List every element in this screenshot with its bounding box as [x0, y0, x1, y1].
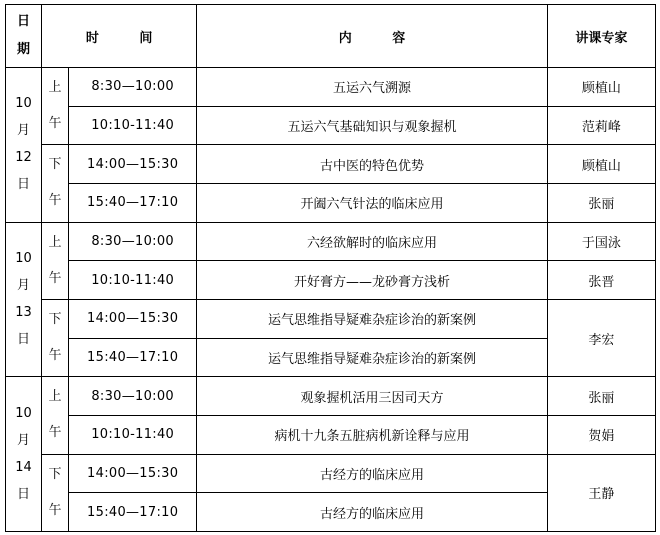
content-cell: 五运六气基础知识与观象握机: [197, 106, 548, 145]
expert-cell: 张丽: [547, 183, 655, 222]
expert-cell: 张晋: [547, 261, 655, 300]
expert-cell: 范莉峰: [547, 106, 655, 145]
header-date-char: 期: [17, 42, 31, 57]
header-date: [6, 5, 42, 68]
table-row: [6, 454, 656, 493]
expert-cell: 王静: [547, 454, 655, 531]
date-cell: 10 月 13 日: [6, 222, 42, 377]
time-cell: 10:10-11:40: [69, 261, 197, 300]
time-cell: 15:40—17:10: [69, 338, 197, 377]
content-cell: 病机十九条五脏病机新诠释与应用: [197, 415, 548, 454]
pm-cell: 下 午: [42, 145, 69, 222]
date-cell: 10 月 14 日: [6, 377, 42, 532]
date-cell: 10 月 12 日: [6, 68, 42, 223]
table-row: [6, 299, 656, 338]
table-row: [6, 415, 656, 454]
time-cell: 10:10-11:40: [69, 415, 197, 454]
table-row: [6, 145, 656, 184]
content-cell: 古中医的特色优势: [197, 145, 548, 184]
header-date-char: 日: [17, 14, 31, 29]
table-row: [6, 183, 656, 222]
expert-cell: 顾植山: [547, 145, 655, 184]
expert-cell: 李宏: [547, 299, 655, 376]
content-cell: 古经方的临床应用: [197, 454, 548, 493]
time-cell: 8:30—10:00: [69, 377, 197, 416]
expert-cell: 贺娟: [547, 415, 655, 454]
content-cell: 五运六气溯源: [197, 68, 548, 107]
am-cell: 上 午: [42, 377, 69, 454]
time-cell: 8:30—10:00: [69, 68, 197, 107]
expert-cell: 于国泳: [547, 222, 655, 261]
pm-cell: 下 午: [42, 299, 69, 376]
time-cell: 8:30—10:00: [69, 222, 197, 261]
content-cell: 六经欲解时的临床应用: [197, 222, 548, 261]
table-row: [6, 68, 656, 107]
header-content: 内 容: [197, 5, 548, 68]
expert-cell: 张丽: [547, 377, 655, 416]
table-row: [6, 261, 656, 300]
time-cell: 15:40—17:10: [69, 493, 197, 532]
content-cell: 开好膏方——龙砂膏方浅析: [197, 261, 548, 300]
time-cell: 14:00—15:30: [69, 145, 197, 184]
content-cell: 古经方的临床应用: [197, 493, 548, 532]
content-cell: 运气思维指导疑难杂症诊治的新案例: [197, 299, 548, 338]
content-cell: 开阖六气针法的临床应用: [197, 183, 548, 222]
table-row: [6, 377, 656, 416]
pm-cell: 下 午: [42, 454, 69, 531]
am-cell: 上 午: [42, 222, 69, 299]
time-cell: 14:00—15:30: [69, 299, 197, 338]
table-row: [6, 222, 656, 261]
am-cell: 上 午: [42, 68, 69, 145]
header-expert: 讲课专家: [547, 5, 655, 68]
time-cell: 15:40—17:10: [69, 183, 197, 222]
header-time: 时 间: [42, 5, 197, 68]
content-cell: 观象握机活用三因司天方: [197, 377, 548, 416]
table-row: [6, 106, 656, 145]
schedule-table: [5, 4, 656, 532]
time-cell: 14:00—15:30: [69, 454, 197, 493]
time-cell: 10:10-11:40: [69, 106, 197, 145]
expert-cell: 顾植山: [547, 68, 655, 107]
header-row: [6, 5, 656, 68]
content-cell: 运气思维指导疑难杂症诊治的新案例: [197, 338, 548, 377]
